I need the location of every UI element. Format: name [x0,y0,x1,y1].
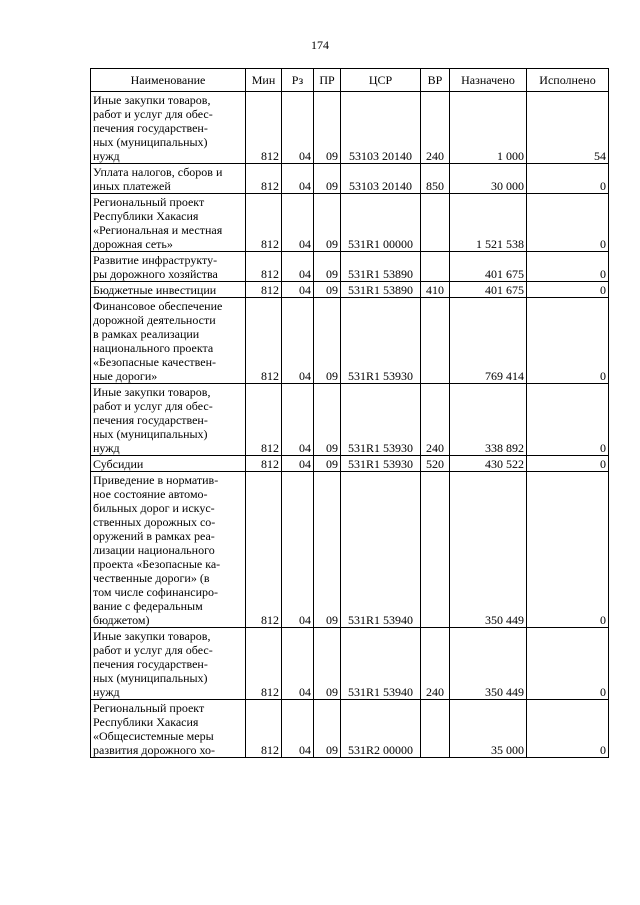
cell-executed: 0 [527,194,609,252]
page-number: 174 [311,38,329,52]
cell-name: Региональный проект Республики Хакасия «Общесистемные меры развития дорожного хо- [91,700,246,758]
cell-min: 812 [246,92,282,164]
cell-pr: 09 [314,472,341,628]
table-row [91,92,609,164]
cell-vr: 520 [421,456,450,472]
cell-min: 812 [246,472,282,628]
header-vr: ВР [421,69,450,92]
cell-executed: 54 [527,92,609,164]
cell-min: 812 [246,252,282,282]
cell-executed: 0 [527,164,609,194]
cell-rz: 04 [282,456,314,472]
cell-name: Субсидии [91,456,246,472]
cell-rz: 04 [282,194,314,252]
header-rz: Рз [282,69,314,92]
cell-csr: 53103 20140 [341,92,421,164]
cell-assigned: 35 000 [450,700,527,758]
table-row [91,298,609,384]
table-row [91,164,609,194]
cell-pr: 09 [314,700,341,758]
cell-vr [421,700,450,758]
cell-min: 812 [246,194,282,252]
header-executed: Исполнено [527,69,609,92]
table-row [91,252,609,282]
cell-name: Уплата налогов, сборов и иных платежей [91,164,246,194]
cell-rz: 04 [282,384,314,456]
cell-pr: 09 [314,282,341,298]
cell-vr: 240 [421,384,450,456]
cell-csr: 531R1 53890 [341,282,421,298]
table-header-row [91,69,609,92]
cell-csr: 53103 20140 [341,164,421,194]
cell-pr: 09 [314,92,341,164]
cell-min: 812 [246,456,282,472]
cell-csr: 531R1 53890 [341,252,421,282]
cell-name: Иные закупки товаров, работ и услуг для обес- печения государствен- ных (муниципальных) нужд [91,628,246,700]
table-row [91,384,609,456]
cell-vr: 240 [421,92,450,164]
header-csr: ЦСР [341,69,421,92]
cell-assigned: 350 449 [450,628,527,700]
header-min: Мин [246,69,282,92]
table-row [91,456,609,472]
cell-csr: 531R1 53940 [341,628,421,700]
cell-rz: 04 [282,628,314,700]
cell-rz: 04 [282,700,314,758]
cell-pr: 09 [314,298,341,384]
cell-name: Региональный проект Республики Хакасия «Региональная и местная дорожная сеть» [91,194,246,252]
cell-assigned: 401 675 [450,252,527,282]
cell-assigned: 769 414 [450,298,527,384]
cell-vr [421,298,450,384]
cell-executed: 0 [527,282,609,298]
cell-csr: 531R2 00000 [341,700,421,758]
cell-executed: 0 [527,252,609,282]
header-assigned: Назначено [450,69,527,92]
cell-name: Бюджетные инвестиции [91,282,246,298]
header-pr: ПР [314,69,341,92]
cell-assigned: 350 449 [450,472,527,628]
cell-assigned: 338 892 [450,384,527,456]
cell-rz: 04 [282,164,314,194]
cell-executed: 0 [527,700,609,758]
cell-rz: 04 [282,92,314,164]
header-name: Наименование [91,69,246,92]
cell-pr: 09 [314,384,341,456]
table-row [91,282,609,298]
budget-table [90,68,609,758]
cell-rz: 04 [282,472,314,628]
cell-executed: 0 [527,384,609,456]
cell-executed: 0 [527,456,609,472]
table-row [91,472,609,628]
table-row [91,700,609,758]
cell-pr: 09 [314,194,341,252]
cell-assigned: 30 000 [450,164,527,194]
cell-assigned: 401 675 [450,282,527,298]
cell-assigned: 1 000 [450,92,527,164]
cell-vr [421,252,450,282]
cell-min: 812 [246,298,282,384]
cell-min: 812 [246,628,282,700]
cell-name: Развитие инфраструкту- ры дорожного хозяйства [91,252,246,282]
cell-min: 812 [246,164,282,194]
cell-vr: 410 [421,282,450,298]
cell-rz: 04 [282,252,314,282]
cell-pr: 09 [314,252,341,282]
cell-name: Иные закупки товаров, работ и услуг для обес- печения государствен- ных (муниципальных) нужд [91,384,246,456]
cell-rz: 04 [282,298,314,384]
cell-name: Приведение в норматив- ное состояние автомо- бильных дорог и искус- ственных дорожных со- оружений в рамках реа- лизации национального проекта «Безопасные ка- чественные дороги» (в том числе софинансиро- вание с федеральным бюджетом) [91,472,246,628]
cell-assigned: 1 521 538 [450,194,527,252]
cell-csr: 531R1 53930 [341,298,421,384]
cell-min: 812 [246,384,282,456]
table-row [91,194,609,252]
cell-rz: 04 [282,282,314,298]
cell-pr: 09 [314,628,341,700]
cell-min: 812 [246,282,282,298]
cell-min: 812 [246,700,282,758]
cell-csr: 531R1 53930 [341,456,421,472]
cell-pr: 09 [314,164,341,194]
cell-vr [421,472,450,628]
cell-assigned: 430 522 [450,456,527,472]
cell-vr [421,194,450,252]
cell-name: Иные закупки товаров, работ и услуг для обес- печения государствен- ных (муниципальных) нужд [91,92,246,164]
table-row [91,628,609,700]
cell-csr: 531R1 00000 [341,194,421,252]
cell-csr: 531R1 53930 [341,384,421,456]
cell-name: Финансовое обеспечение дорожной деятельности в рамках реализации национального проекта «Безопасные качествен- ные дороги» [91,298,246,384]
cell-executed: 0 [527,298,609,384]
cell-csr: 531R1 53940 [341,472,421,628]
cell-executed: 0 [527,628,609,700]
cell-vr: 240 [421,628,450,700]
cell-pr: 09 [314,456,341,472]
cell-vr: 850 [421,164,450,194]
cell-executed: 0 [527,472,609,628]
